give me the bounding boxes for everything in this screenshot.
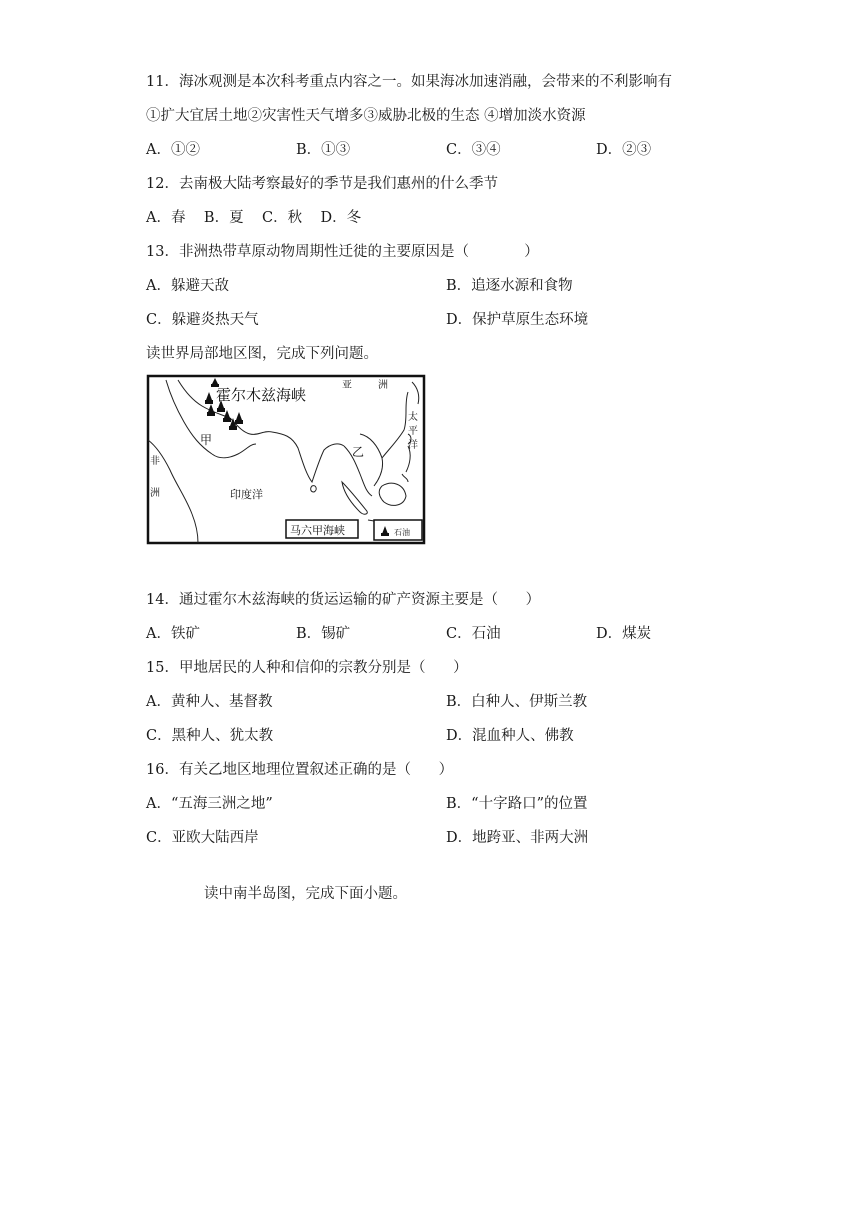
q11-stem: 11．海冰观测是本次科考重点内容之一。如果海冰加速消融，会带来的不利影响有 bbox=[146, 74, 672, 90]
q14-option-b: B．锡矿 bbox=[296, 626, 351, 642]
q16-stem: 16．有关乙地区地理位置叙述正确的是（ ） bbox=[146, 762, 454, 778]
label-strait-hormuz: 霍尔木兹海峡 bbox=[216, 386, 307, 404]
q13-stem: 13．非洲热带草原动物周期性迁徙的主要原因是（ ） bbox=[146, 244, 539, 260]
q14-option-a: A．铁矿 bbox=[146, 626, 200, 642]
q13-option-a: A．躲避天敌 bbox=[146, 278, 229, 294]
q15-option-a: A．黄种人、基督教 bbox=[146, 694, 273, 710]
q11-option-a: A．①② bbox=[146, 142, 200, 158]
label-jia: 甲 bbox=[200, 433, 213, 447]
label-africa-2: 洲 bbox=[150, 488, 160, 499]
q14-stem: 14．通过霍尔木兹海峡的货运运输的矿产资源主要是（ ） bbox=[146, 592, 541, 608]
q15-stem: 15．甲地居民的人种和信仰的宗教分别是（ ） bbox=[146, 660, 468, 676]
label-strait-malacca: 马六甲海峡 bbox=[290, 524, 345, 537]
label-pacific-3: 洋 bbox=[408, 440, 418, 451]
indochina-intro: 读中南半岛图，完成下面小题。 bbox=[204, 886, 407, 902]
q16-option-d: D．地跨亚、非两大洲 bbox=[446, 830, 589, 846]
legend-oil-label: 石油 bbox=[394, 528, 410, 537]
q14-option-d: D．煤炭 bbox=[596, 626, 652, 642]
label-indian-ocean: 印度洋 bbox=[230, 488, 263, 501]
q15-option-b: B．白种人、伊斯兰教 bbox=[446, 694, 588, 710]
world-region-map bbox=[146, 374, 426, 545]
label-asia-2: 洲 bbox=[378, 380, 388, 391]
q11-option-b: B．①③ bbox=[296, 142, 351, 158]
q13-option-c: C．躲避炎热天气 bbox=[146, 312, 259, 328]
q13-option-d: D．保护草原生态环境 bbox=[446, 312, 589, 328]
label-pacific-1: 太 bbox=[408, 412, 418, 423]
q11-option-c: C．③④ bbox=[446, 142, 501, 158]
q16-option-b: B．“十字路口”的位置 bbox=[446, 796, 588, 812]
q11-statements: ①扩大宜居土地②灾害性天气增多③威胁北极的生态 ④增加淡水资源 bbox=[146, 108, 586, 124]
q12-stem: 12．去南极大陆考察最好的季节是我们惠州的什么季节 bbox=[146, 176, 498, 192]
q12-options: A．春 B．夏 C．秋 D．冬 bbox=[146, 210, 362, 226]
q16-option-c: C．亚欧大陆西岸 bbox=[146, 830, 259, 846]
label-asia-1: 亚 bbox=[342, 380, 352, 391]
label-africa-1: 非 bbox=[150, 456, 160, 467]
q14-option-c: C．石油 bbox=[446, 626, 501, 642]
q11-option-d: D．②③ bbox=[596, 142, 652, 158]
q15-option-c: C．黑种人、犹太教 bbox=[146, 728, 274, 744]
label-pacific-2: 平 bbox=[408, 426, 418, 437]
q15-option-d: D．混血种人、佛教 bbox=[446, 728, 574, 744]
q13-option-b: B．追逐水源和食物 bbox=[446, 278, 573, 294]
map-intro: 读世界局部地区图，完成下列问题。 bbox=[146, 346, 378, 362]
q16-option-a: A．“五海三洲之地” bbox=[146, 796, 273, 812]
label-yi: 乙 bbox=[352, 445, 365, 459]
